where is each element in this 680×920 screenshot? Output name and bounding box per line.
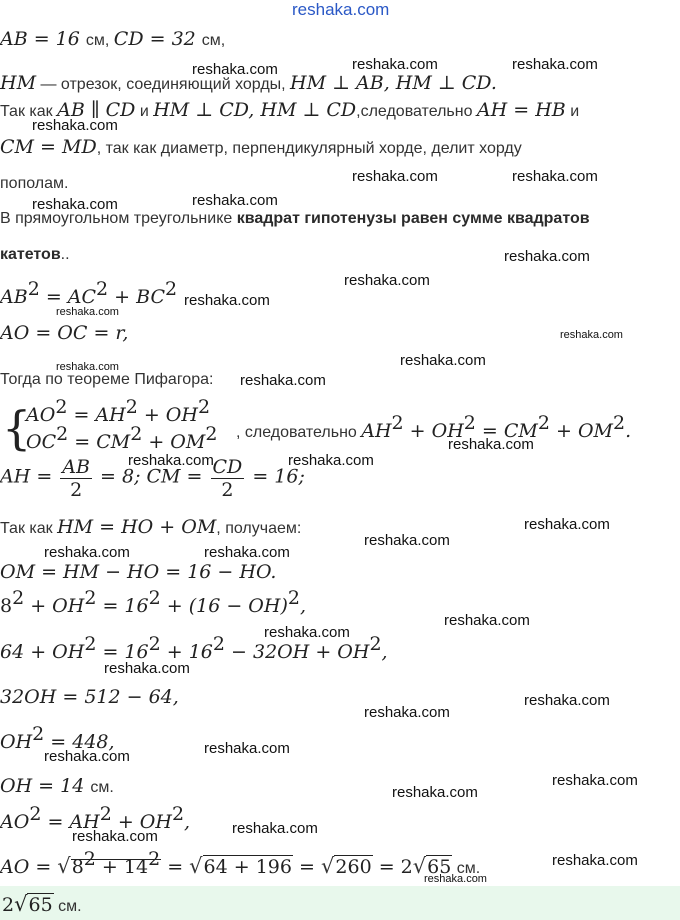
ao-squared-line: $AO^2 = AH^2 + OH^2$, (0, 803, 191, 833)
ao-result-line: AO = $√8^2 + 14^2 = √64 + 196 = √260 = 2√65$ см. (0, 848, 481, 878)
watermark: reshaka.com (232, 820, 318, 837)
watermark: reshaka.com (560, 329, 623, 341)
sqrt-1: $√8^2 + 14^2$ (57, 848, 161, 878)
oh-result-line: OH = 14 см. (0, 775, 114, 797)
watermark: reshaka.com (128, 452, 214, 469)
watermark: reshaka.com (552, 852, 638, 869)
watermark: reshaka.com (444, 612, 530, 629)
fraction-ab: $\frac{AB}{2}$ (62, 456, 90, 501)
site-link[interactable]: reshaka.com (292, 0, 390, 19)
radius-line: AO = OC = r, (0, 322, 129, 344)
watermark: reshaka.com (56, 361, 119, 373)
given-line: AB = 16 см, CD = 32 см, (0, 28, 226, 50)
watermark: reshaka.com (344, 272, 430, 289)
watermark: reshaka.com (524, 516, 610, 533)
sqrt-3: √260 (321, 854, 372, 878)
watermark: reshaka.com (44, 748, 130, 765)
watermark: reshaka.com (32, 196, 118, 213)
equation-line-2: $64 + OH^2 = 16^2 + 16^2 - 32OH + OH^2$, (0, 633, 388, 663)
watermark: reshaka.com (204, 740, 290, 757)
watermark: reshaka.com (264, 624, 350, 641)
oh-squared-line: $OH^2 = 448$, (0, 723, 115, 753)
watermark: reshaka.com (448, 436, 534, 453)
since-line: Так как HM = HO + OM, получаем: (0, 516, 302, 538)
parallel-line: Так как AB ∥ CD и HM ⊥ CD, HM ⊥ CD,следовательно AH = HB и (0, 99, 580, 121)
watermark: reshaka.com (504, 248, 590, 265)
watermark: reshaka.com (392, 784, 478, 801)
answer-text: 2√65 см. (2, 892, 82, 916)
watermark: reshaka.com (192, 61, 278, 78)
diameter-line: CM = MD, так как диаметр, перпендикулярный хорде, делит хорду (0, 136, 522, 158)
watermark: reshaka.com (288, 452, 374, 469)
watermark: reshaka.com (424, 873, 487, 885)
watermark: reshaka.com (72, 828, 158, 845)
rule-line: В прямоугольном треугольнике квадрат гипотенузы равен сумме квадратов (0, 210, 590, 227)
watermark: reshaka.com (352, 56, 438, 73)
watermark: reshaka.com (240, 372, 326, 389)
rule-line-end: катетов.. (0, 246, 70, 263)
watermark: reshaka.com (364, 704, 450, 721)
system-consequence: , следовательно $AH^2 + OH^2 = CM^2 + OM^2$. (236, 412, 632, 442)
watermark: reshaka.com (204, 544, 290, 561)
fraction-cd: $\frac{CD}{2}$ (212, 456, 243, 501)
watermark: reshaka.com (184, 292, 270, 309)
answer-sqrt: √65 (14, 892, 53, 916)
watermark: reshaka.com (44, 544, 130, 561)
watermark: reshaka.com (524, 692, 610, 709)
system-row-2: $OC^2 = CM^2 + OM^2$ (26, 423, 218, 453)
watermark: reshaka.com (32, 117, 118, 134)
sqrt-4: √65 (412, 854, 452, 878)
watermark: reshaka.com (56, 306, 119, 318)
om-line: OM = HM − HO = 16 − HO. (0, 561, 277, 583)
theorem-line: Тогда по теореме Пифагора: (0, 371, 214, 388)
answer-box (0, 886, 680, 920)
fraction-line: AH = $\frac{AB}{2}$ = 8; CM = $\frac{CD}{2}$ = 16; (0, 456, 305, 501)
watermark: reshaka.com (512, 56, 598, 73)
equation-line-1: $8^2 + OH^2 = 16^2 + (16 - OH)^2$, (0, 587, 307, 617)
half-line: пополам. (0, 175, 69, 192)
watermark: reshaka.com (192, 192, 278, 209)
brace-symbol: { (2, 401, 32, 455)
watermark: reshaka.com (552, 772, 638, 789)
watermark: reshaka.com (364, 532, 450, 549)
system-row-1: $AO^2 = AH^2 + OH^2$ (26, 396, 211, 426)
watermark: reshaka.com (352, 168, 438, 185)
segment-line: HM — отрезок, соединяющий хорды, HM ⊥ AB, HM ⊥ CD. (0, 72, 497, 94)
watermark: reshaka.com (512, 168, 598, 185)
equation-line-3: 32OH = 512 − 64, (0, 686, 179, 708)
watermark: reshaka.com (104, 660, 190, 677)
watermark: reshaka.com (400, 352, 486, 369)
pythagoras-ab: $AB^2 = AC^2 + BC^2$ (0, 278, 178, 308)
sqrt-2: √64 + 196 (189, 854, 292, 878)
